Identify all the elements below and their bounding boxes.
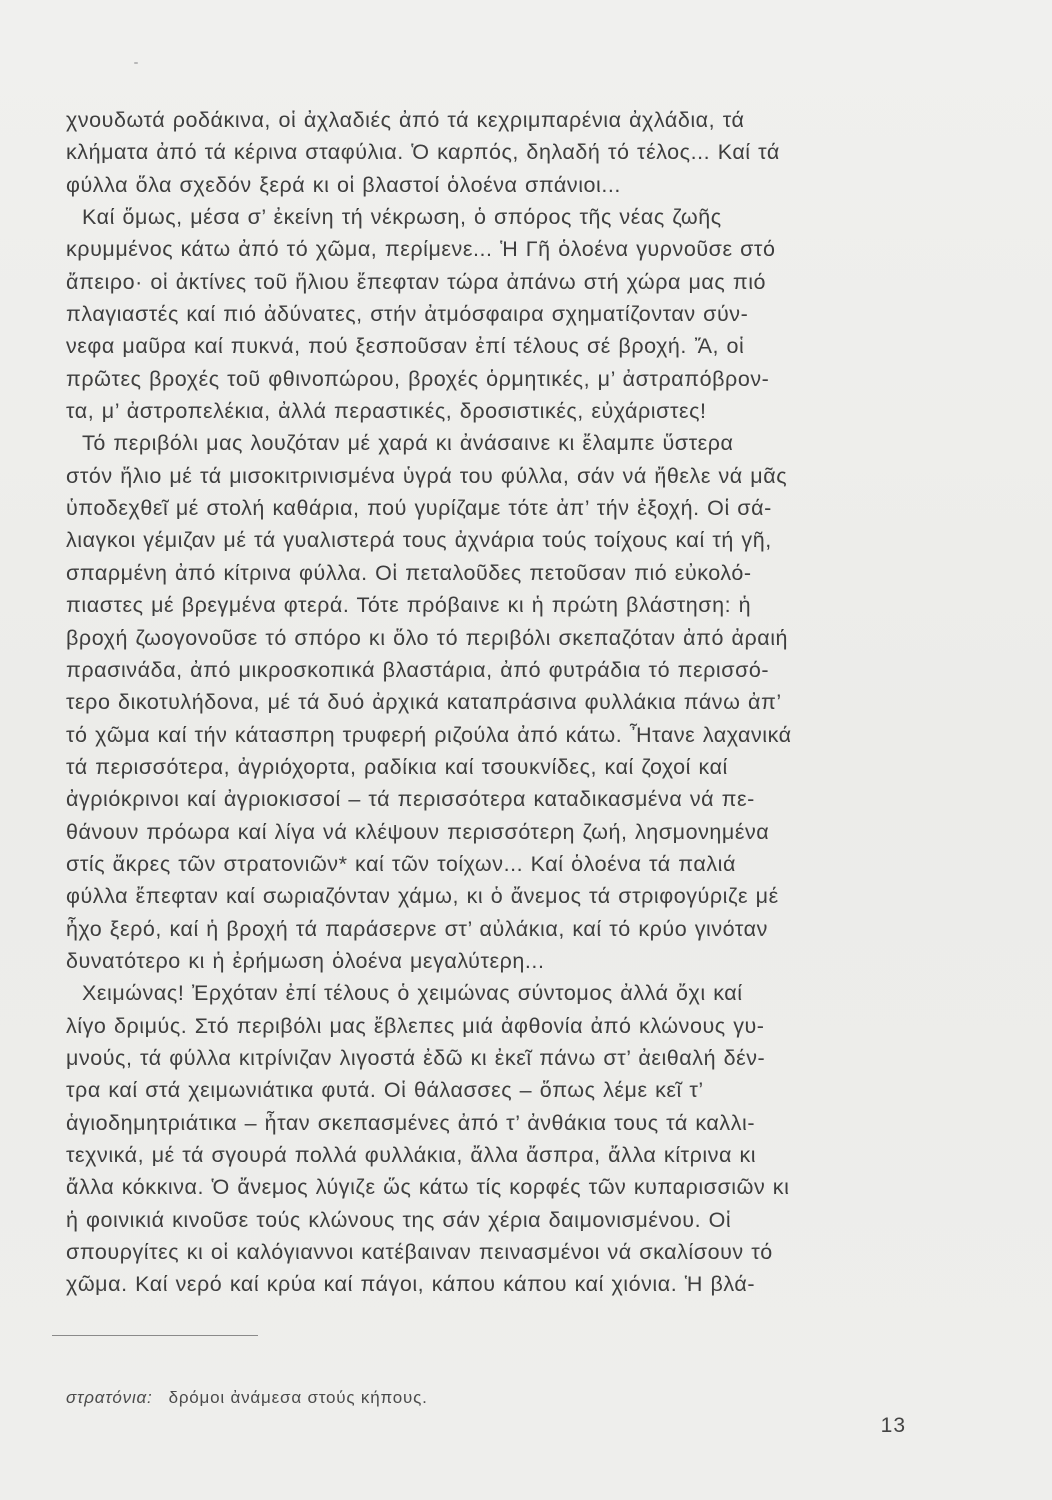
text-line: τερο δικοτυλήδονα, μέ τά δυό ἀρχικά καταπράσινα φυλλάκια πάνω ἀπ’: [66, 690, 782, 715]
text-line: κρυμμένος κάτω ἀπό τό χῶμα, περίμενε... Ἡ Γῆ ὁλοένα γυρνοῦσε στό: [66, 237, 776, 262]
text-line: ἄλλα κόκκινα. Ὁ ἄνεμος λύγιζε ὥς κάτω τίς κορφές τῶν κυπαρισσιῶν κι: [66, 1175, 790, 1200]
text-line: φύλλα ὅλα σχεδόν ξερά κι οἱ βλαστοί ὁλοένα σπάνιοι...: [66, 172, 621, 197]
text-line: ἁγιοδημητριάτικα – ἦταν σκεπασμένες ἀπό τ’ ἀνθάκια τους τά καλλι-: [66, 1110, 756, 1135]
text-line: πρασινάδα, ἀπό μικροσκοπικά βλαστάρια, ἀπό φυτράδια τό περισσό-: [66, 657, 770, 682]
text-line: ἦχο ξερό, καί ἡ βροχή τά παράσερνε στ’ αὐλάκια, καί τό κρύο γινόταν: [66, 916, 768, 941]
page-number: 13: [880, 1414, 906, 1437]
text-line: πρῶτες βροχές τοῦ φθινοπώρου, βροχές ὁρμητικές, μ’ ἀστραπόβρον-: [66, 366, 770, 391]
text-line: λίγο δριμύς. Στό περιβόλι μας ἔβλεπες μιά ἀφθονία ἀπό κλώνους γυ-: [66, 1013, 765, 1038]
text-line: βροχή ζωογονοῦσε τό σπόρο κι ὅλο τό περιβόλι σκεπαζόταν ἀπό ἀραιή: [66, 625, 789, 650]
text-line: σπαρμένη ἀπό κίτρινα φύλλα. Οἱ πεταλοῦδες πετοῦσαν πιό εὐκολό-: [66, 560, 752, 585]
body-text: [66, 104, 892, 1301]
text-line: στόν ἥλιο μέ τά μισοκιτρινισμένα ὑγρά του φύλλα, σάν νά ἤθελε νά μᾶς: [66, 463, 788, 488]
footnote-term: στρατόνια:: [66, 1388, 153, 1407]
text-line: θάνουν πρόωρα καί λίγα νά κλέψουν περισσότερη ζωή, λησμονημένα: [66, 819, 770, 844]
text-line: ἄπειρο· οἱ ἀκτίνες τοῦ ἥλιου ἔπεφταν τώρα ἀπάνω στή χώρα μας πιό: [66, 269, 767, 294]
text-line: Καί ὅμως, μέσα σ’ ἐκείνη τή νέκρωση, ὁ σπόρος τῆς νέας ζωῆς: [82, 205, 722, 230]
paper-speck: [134, 62, 138, 64]
text-line: τεχνικά, μέ τά σγουρά πολλά φυλλάκια, ἄλλα ἄσπρα, ἄλλα κίτρινα κι: [66, 1143, 757, 1167]
text-line: Τό περιβόλι μας λουζόταν μέ χαρά κι ἀνάσαινε κι ἔλαμπε ὕστερα: [82, 431, 734, 456]
text-line: τά περισσότερα, ἀγριόχορτα, ραδίκια καί τσουκνίδες, καί ζοχοί καί: [66, 754, 728, 779]
text-line: νεφα μαῦρα καί πυκνά, πού ξεσποῦσαν ἐπί τέλους σέ βροχή. Ἄ, οἱ: [66, 334, 745, 359]
text-line: ἀγριόκρινοι καί ἀγριοκισσοί – τά περισσότερα καταδικασμένα νά πε-: [66, 787, 755, 812]
footnote-divider: [52, 1335, 258, 1336]
text-line: κλήματα ἀπό τά κέρινα σταφύλια. Ὁ καρπός, δηλαδή τό τέλος... Καί τά: [66, 140, 780, 165]
text-line: χνουδωτά ροδάκινα, οἱ ἀχλαδιές ἀπό τά κεχριμπαρένια ἀχλάδια, τά: [66, 108, 745, 132]
text-line: λιαγκοι γέμιζαν μέ τά γυαλιστερά τους ἀχνάρια τούς τοίχους καί τή γῆ,: [66, 528, 772, 553]
text-line: πιαστες μέ βρεγμένα φτερά. Τότε πρόβαινε κι ἡ πρώτη βλάστηση: ἡ: [66, 593, 752, 618]
text-line: ἡ φοινικιά κινοῦσε τούς κλώνους της σάν χέρια δαιμονισμένου. Οἱ: [66, 1207, 732, 1232]
text-line: πλαγιαστές καί πιό ἀδύνατες, στήν ἀτμόσφαιρα σχηματίζονταν σύν-: [66, 302, 749, 327]
text-line: τρα καί στά χειμωνιάτικα φυτά. Οἱ θάλασσες – ὅπως λέμε κεῖ τ’: [66, 1078, 704, 1103]
text-line: Χειμώνας! Ἐρχόταν ἐπί τέλους ὁ χειμώνας σύντομος ἀλλά ὄχι καί: [82, 981, 743, 1006]
text-line: φύλλα ἔπεφταν καί σωριαζόνταν χάμω, κι ὁ ἄνεμος τά στριφογύριζε μέ: [66, 884, 779, 909]
text-line: μνούς, τά φύλλα κιτρίνιζαν λιγοστά ἐδῶ κι ἐκεῖ πάνω στ’ ἀειθαλή δέν-: [66, 1045, 766, 1070]
text-line: δυνατότερο κι ἡ ἐρήμωση ὁλοένα μεγαλύτερη...: [66, 948, 545, 973]
text-line: σπουργίτες κι οἱ καλόγιαννοι κατέβαιναν πεινασμένοι νά σκαλίσουν τό: [66, 1240, 773, 1265]
text-line: ὑποδεχθεῖ μέ στολή καθάρια, πού γυρίζαμε τότε ἀπ’ τήν ἐξοχή. Οἱ σά-: [66, 496, 772, 521]
text-line: χῶμα. Καί νερό καί κρύα καί πάγοι, κάπου κάπου καί χιόνια. Ἡ βλά-: [66, 1272, 756, 1297]
footnote: [66, 1388, 766, 1408]
text-line: τα, μ’ ἀστροπελέκια, ἀλλά περαστικές, δροσιστικές, εὐχάριστες!: [66, 399, 707, 424]
footnote-definition: δρόμοι ἀνάμεσα στούς κήπους.: [168, 1388, 428, 1407]
text-line: τό χῶμα καί τήν κάτασπρη τρυφερή ριζούλα ἀπό κάτω. Ἦτανε λαχανικά: [66, 722, 792, 747]
text-line: στίς ἄκρες τῶν στρατονιῶν* καί τῶν τοίχων... Καί ὁλοένα τά παλιά: [66, 851, 736, 876]
